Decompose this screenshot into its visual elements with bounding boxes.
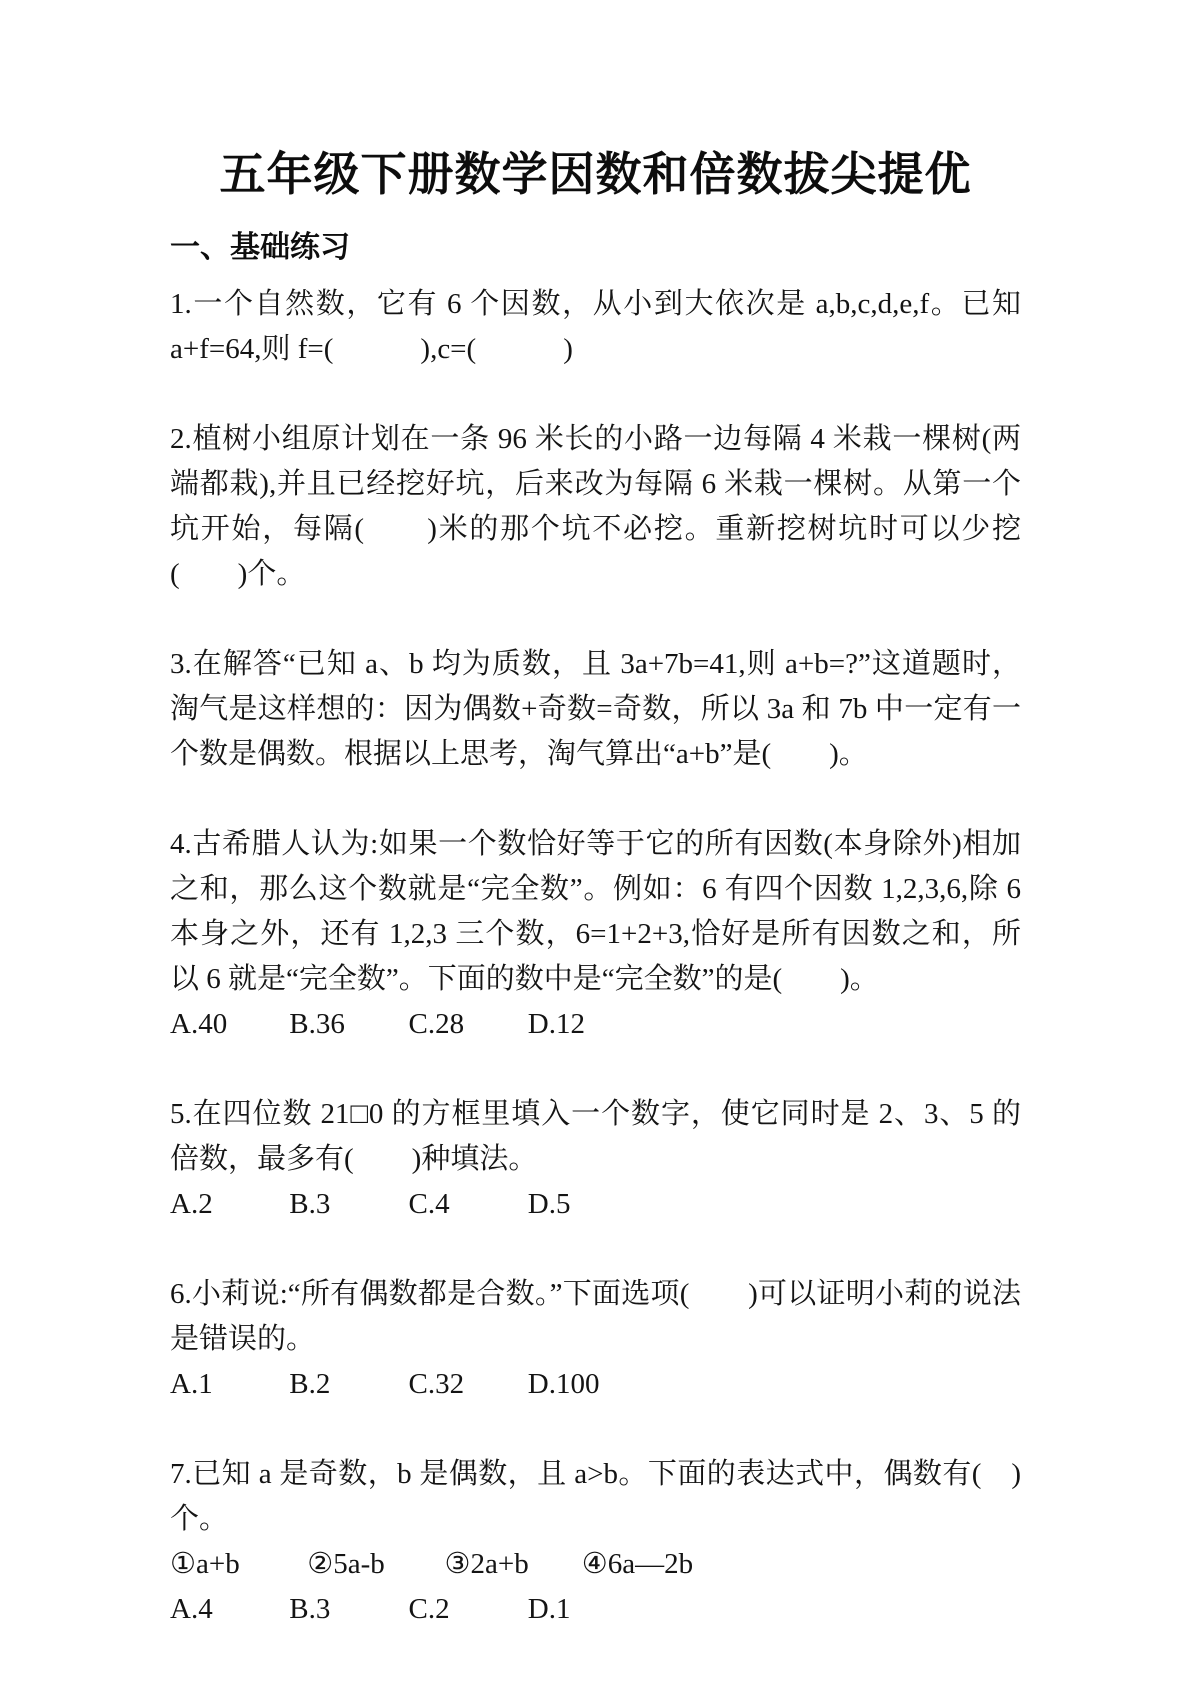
- question-6-option-c: C.32: [408, 1368, 465, 1400]
- question-3: [170, 642, 1021, 777]
- question-5: [170, 1092, 1021, 1227]
- question-5-options: [170, 1182, 1021, 1227]
- question-7-expression-3: ③2a+b: [444, 1548, 529, 1580]
- question-4-option-c: C.28: [408, 1008, 465, 1040]
- question-7-text: 7.已知 a 是奇数，b 是偶数，且 a>b。下面的表达式中，偶数有( )个。: [170, 1458, 1021, 1535]
- question-5-option-d: D.5: [527, 1188, 571, 1220]
- question-1-text: 1.一个自然数，它有 6 个因数，从小到大依次是 a,b,c,d,e,f。已知 a+f=64,则 f=( ),c=( ): [170, 288, 1021, 365]
- question-7-expression-1: ①a+b: [170, 1548, 240, 1580]
- page-title: 五年级下册数学因数和倍数拔尖提优: [219, 148, 972, 200]
- question-6-options: [170, 1362, 1021, 1407]
- question-4-text: 4.古希腊人认为:如果一个数恰好等于它的所有因数(本身除外)相加之和，那么这个数就是“完全数”。例如：6 有四个因数 1,2,3,6,除 6 本身之外，还有 1,2,3 三个数，6=1+2+3,恰好是所有因数之和，所以 6 就是“完全数”。下面的数中是“完全数”的是( )。: [170, 828, 1021, 995]
- question-6-option-b: B.2: [289, 1368, 331, 1400]
- question-5-text: 5.在四位数 21□0 的方框里填入一个数字，使它同时是 2、3、5 的倍数，最多有( )种填法。: [170, 1098, 1021, 1175]
- question-4-option-a: A.40: [170, 1008, 228, 1040]
- question-6-text: 6.小莉说:“所有偶数都是合数。”下面选项( )可以证明小莉的说法是错误的。: [170, 1278, 1021, 1355]
- question-2: [170, 417, 1021, 597]
- question-7: [170, 1452, 1021, 1632]
- question-6-option-d: D.100: [527, 1368, 600, 1400]
- question-7-option-c: C.2: [408, 1593, 450, 1625]
- question-2-text: 2.植树小组原计划在一条 96 米长的小路一边每隔 4 米栽一棵树(两端都栽),并且已经挖好坑，后来改为每隔 6 米栽一棵树。从第一个坑开始，每隔( )米的那个坑不必挖。重新挖树坑时可以少挖( )个。: [170, 423, 1021, 590]
- question-5-option-a: A.2: [170, 1188, 213, 1220]
- question-6-option-a: A.1: [170, 1368, 213, 1400]
- question-1: [170, 282, 1021, 372]
- section-heading: 一、基础练习: [170, 231, 350, 264]
- question-7-option-d: D.1: [527, 1593, 571, 1625]
- question-4-option-d: D.12: [527, 1008, 585, 1040]
- question-6: [170, 1272, 1021, 1407]
- question-4: [170, 822, 1021, 1047]
- question-7-option-a: A.4: [170, 1593, 213, 1625]
- question-5-option-b: B.3: [289, 1188, 331, 1220]
- question-7-expression-4: ④6a—2b: [581, 1548, 694, 1580]
- question-7-expression-2: ②5a-b: [307, 1548, 385, 1580]
- question-5-option-c: C.4: [408, 1188, 450, 1220]
- question-4-option-b: B.36: [289, 1008, 345, 1040]
- question-7-expressions: [170, 1542, 1021, 1587]
- question-3-text: 3.在解答“已知 a、b 均为质数，且 3a+7b=41,则 a+b=?”这道题时，淘气是这样想的：因为偶数+奇数=奇数，所以 3a 和 7b 中一定有一个数是偶数。根据以上思考，淘气算出“a+b”是( )。: [170, 648, 1021, 770]
- question-7-option-b: B.3: [289, 1593, 331, 1625]
- question-7-options: [170, 1587, 1021, 1632]
- question-4-options: [170, 1002, 1021, 1047]
